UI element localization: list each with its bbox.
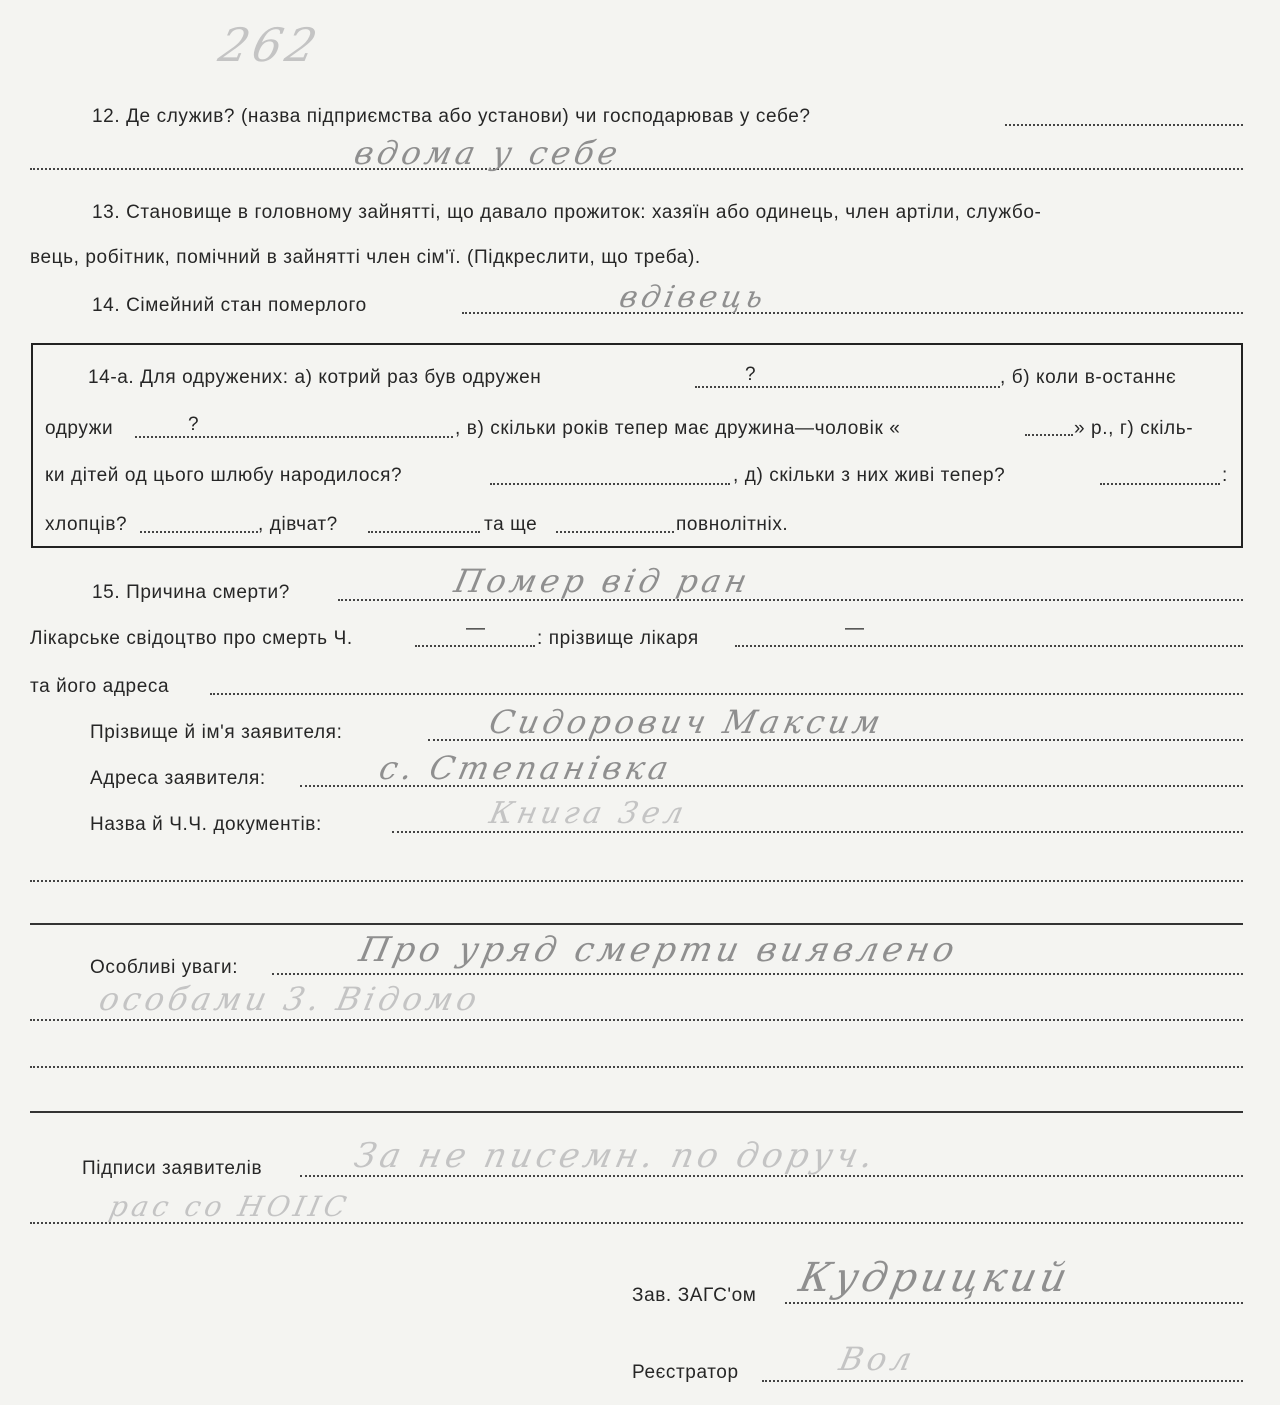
doctor-label: Лікарське свідоцтво про смерть Ч.	[30, 628, 353, 649]
q14a-line3-start: ки дітей од цього шлюбу народилося?	[45, 465, 403, 486]
blank-line-1	[30, 880, 1243, 882]
q14-label: 14. Сімейний стан померлого	[92, 295, 367, 316]
notes-label: Особливі уваги:	[90, 957, 239, 978]
q14-answer-line	[462, 312, 1243, 314]
applicant-doc-label: Назва й Ч.Ч. документів:	[90, 814, 322, 835]
q14a-line2-start: одружи	[45, 418, 114, 439]
q14a-mark2: ?	[188, 414, 200, 435]
q14a-dots2b	[1025, 434, 1073, 436]
q12-answer-line	[30, 168, 1243, 170]
applicant-addr-label: Адреса заявителя:	[90, 768, 266, 789]
q14a-dots3b	[1100, 483, 1220, 485]
q14a-end3: :	[1222, 465, 1228, 486]
registrar-line	[762, 1380, 1243, 1382]
q14a-dots4c	[556, 531, 674, 533]
notes-line2-text: особами 3. Відомо	[95, 980, 485, 1018]
address-label: та його адреса	[30, 676, 170, 697]
zags-line	[785, 1302, 1243, 1304]
q14a-line4-c: та ще	[484, 514, 538, 535]
registrar-label: Реєстратор	[632, 1362, 739, 1383]
q14a-mark1: ?	[745, 364, 757, 385]
q14a-dots2	[135, 436, 453, 438]
q14a-mid2: , в) скільки років тепер має дружина—чоловік «	[455, 418, 901, 439]
q14a-dots3	[490, 483, 730, 485]
doctor-num-line	[415, 645, 535, 647]
applicant-name-value: Сидорович Максим	[485, 703, 888, 741]
applicant-doc-line	[392, 831, 1243, 833]
q13-line2: вець, робітник, помічний в зайнятті член сім'ї. (Підкреслити, що треба).	[30, 247, 701, 268]
zags-signature: Кудрицкий	[795, 1255, 1076, 1301]
q15-answer: Помер від ран	[450, 562, 755, 600]
signatures-label: Підписи заявителів	[82, 1158, 263, 1179]
q12-answer: вдома у себе	[350, 134, 626, 172]
q14a-dots1	[695, 386, 1000, 388]
q14a-line4-d: повнолітніх.	[676, 514, 789, 535]
q14-answer: вдівець	[616, 280, 771, 315]
q15-label: 15. Причина смерти?	[92, 582, 290, 603]
zags-label: Зав. ЗАГС'ом	[632, 1285, 757, 1306]
applicant-addr-value: с. Степанівка	[375, 749, 676, 787]
doctor-dash2: —	[845, 618, 865, 639]
doctor-name-line	[735, 645, 1243, 647]
q14a-mid2b: » р., г) скіль-	[1074, 418, 1194, 439]
doctor-name-label: : прізвище лікаря	[537, 628, 699, 649]
notes-line-3	[30, 1066, 1243, 1068]
notes-line1-text: Про уряд смерти виявлено	[355, 930, 962, 970]
q14a-mid1: , б) коли в-останнє	[1000, 367, 1177, 388]
q12-line-end	[1005, 124, 1243, 126]
q14a-line4-b: , дівчат?	[258, 514, 338, 535]
applicant-name-label: Прізвище й ім'я заявителя:	[90, 722, 343, 743]
q12-label: 12. Де служив? (назва підприємства або установи) чи господарював у себе?	[92, 106, 811, 127]
q14a-dots4a	[140, 531, 258, 533]
q13-line1: 13. Становище в головному зайнятті, що давало прожиток: хазяїн або одинець, член артіли, службо-	[92, 202, 1042, 223]
doctor-dash1: —	[466, 618, 486, 639]
archive-number: 262	[214, 18, 326, 72]
section-divider-2	[30, 1111, 1243, 1113]
notes-line-2	[30, 1019, 1243, 1021]
applicant-doc-value: Книга 3ел	[486, 796, 691, 831]
address-line	[210, 693, 1243, 695]
section-divider-1	[30, 923, 1243, 925]
registrar-signature: Вол	[835, 1340, 920, 1378]
q14a-dots4b	[368, 531, 480, 533]
signatures-line2-text: рас со HOIIC	[106, 1190, 354, 1223]
q14a-line4-a: хлопців?	[45, 514, 128, 535]
q14a-mid3: , д) скільки з них живі тепер?	[733, 465, 1006, 486]
notes-line-1	[272, 973, 1243, 975]
signatures-line1-text: За не писемн. по доруч.	[350, 1136, 881, 1176]
q14a-line1: 14-а. Для одружених: а) котрий раз був одружен	[88, 367, 542, 388]
